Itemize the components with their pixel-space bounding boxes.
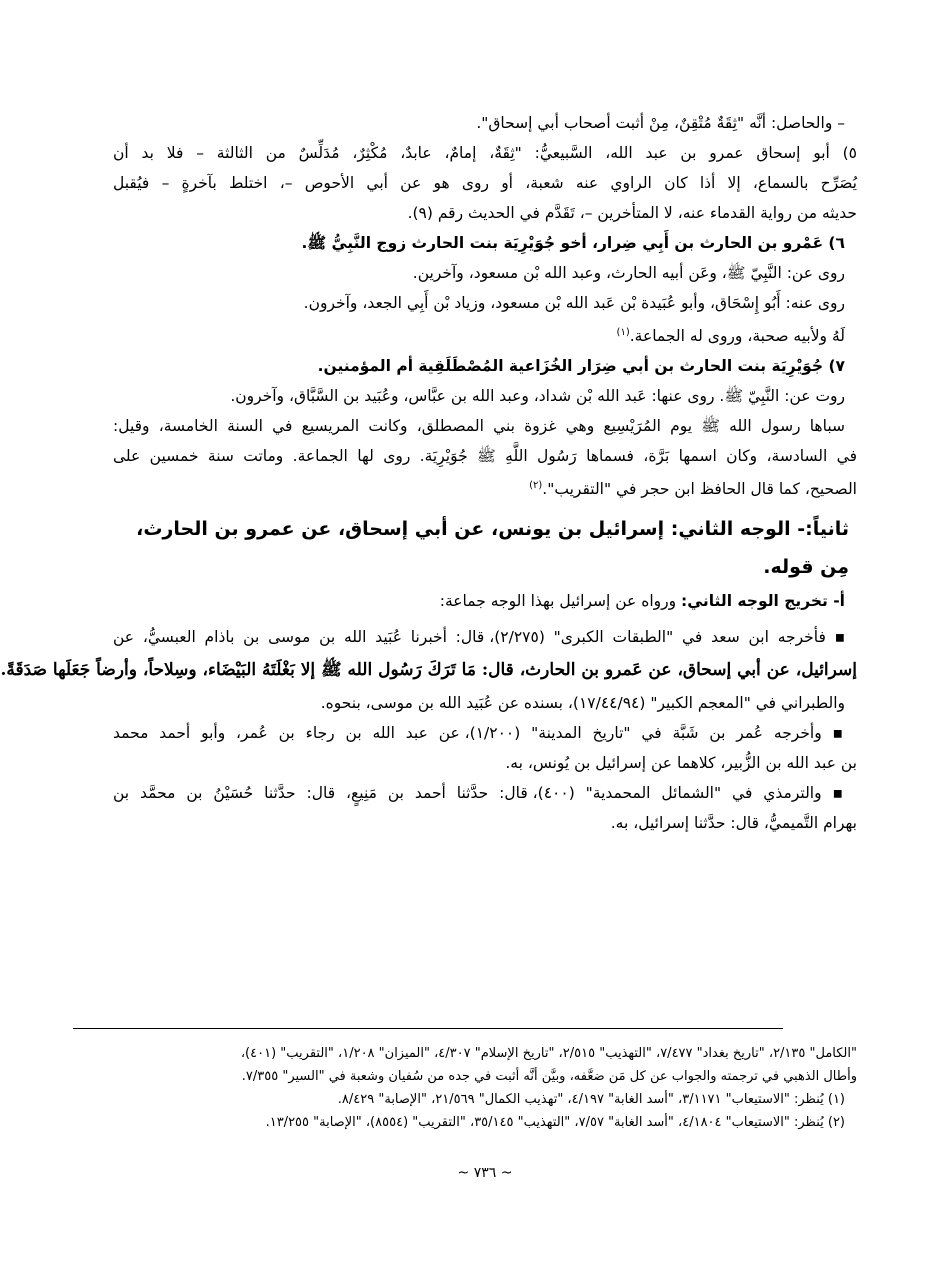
bullet-ibn-saad: ▪ فأخرجه ابن سعد في "الطبقات الكبرى" (٢/٢٧٥)، قال: أخبرنا عُبَيد الله بن موسى بن باذام العبسيُّ، عن <box>113 628 849 647</box>
narrator-6-note <box>113 318 857 351</box>
footnote-ref-2: (٢) <box>529 480 543 492</box>
bullet-tirmidhi: ▪ والترمذي في "الشمائل المحمدية" (٤٠٠)، قال: حدَّثنا أحمد بن مَنِيعٍ، قال: حدَّثنا حُسَيْنُ بن محمَّد بن <box>113 784 849 803</box>
narrator-5-line-3: حديثه من رواية القدماء عنه، لا المتأخرين –، تَقَدَّم في الحديث رقم (٩). <box>407 204 857 222</box>
footnotes <box>113 1042 857 1134</box>
section-heading-text: إسرائيل بن يونس، عن أبي إسحاق، عن عمرو بن الحارث، مِن قوله. <box>136 518 849 579</box>
footnote-2: (٢) يُنظر: "الاستيعاب" ٤/١٨٠٤، "أسد الغابة" ٧/٥٧، "التهذيب" ٣٥/١٤٥، "التقريب" (٨٥٥٤)، "الإصابة" ١٣/٢٥٥. <box>265 1115 845 1130</box>
footnote-divider <box>73 1028 783 1029</box>
narrator-5-line: ٥) أبو إسحاق عمرو بن عبد الله، السَّبيعيُّ: "ثِقَةٌ، إمامٌ، عابدٌ، مُكْثِرٌ، مُدَلِّسٌ من الثالثة – فلا بد أن <box>113 144 857 162</box>
bullet-ibn-shabba: ▪ وأخرجه عُمر بن شَبَّة في "تاريخ المدينة" (١/٢٠٠)، عن عبد الله بن رجاء بن عُمر، وأبو أحمد محمد <box>113 724 849 743</box>
narrator-7-narrated: روت عن: النَّبِيّ ﷺ. روى عنها: عَبد الله بْن شداد، وعبد الله بن عبَّاس، وعُبَيد بن السَّبَّاق، وآخرون. <box>230 387 845 406</box>
footnote-continued: "الكامل" ٢/١٣٥، "تاريخ بغداد" ٧/٤٧٧، "التهذيب" ٢/٥١٥، "تاريخ الإسلام" ٤/٣٠٧، "الميزان" ١/٢٠٨، "التقريب" (٤٠١)، <box>240 1046 857 1061</box>
narrator-6-narrated-from: روى عن: النَّبِيّ ﷺ، وعَن أبيه الحارث، وعبد الله بْن مسعود، وآخرين. <box>412 264 845 282</box>
narrator-7-bio-3-text: الصحيح، كما قال الحافظ ابن حجر في "التقريب". <box>542 480 857 499</box>
main-body <box>0 108 857 838</box>
narrator-7-bio-3 <box>113 471 857 504</box>
subheading-text: ورواه عن إسرائيل بهذا الوجه جماعة: <box>439 592 677 611</box>
footnote-1: (١) يُنظر: "الاستيعاب" ٣/١١٧١، "أسد الغابة" ٤/١٩٧، "تهذيب الكمال" ٢١/٥٦٩، "الإصابة" ٨/٤٢٩. <box>337 1092 845 1107</box>
subheading <box>113 586 857 616</box>
narrator-7-bio-2: في السادسة، وكان اسمها بَرَّة، فسماها رَسُول اللَّهِ ﷺ جُوَيْرِيَة. روى لها الجماعة. وماتت سنة خمسين على <box>113 447 857 466</box>
section-heading <box>113 510 857 586</box>
narrator-6-title: ٦) عَمْرو بن الحارث بن أَبِي ضِرار، أخو جُوَيْرِيَة بنت الحارث زوج النَّبِيُّ ﷺ. <box>301 234 845 252</box>
narrator-7-bio: سباها رسول الله ﷺ يوم المُرَيْسِيع وهي غزوة بني المصطلق، وكانت المريسيع في السنة الخامسة، وقيل: <box>113 417 845 436</box>
summary-line: – والحاصل: أنَّه "ثِقَةٌ مُتْقِنٌ، مِنْ أثبت أصحاب أبي إسحاق". <box>476 114 845 132</box>
narrator-6-note-text: لَهُ ولأبيه صحبة، وروى له الجماعة. <box>629 327 845 346</box>
bullet-tabarani: والطبراني في "المعجم الكبير" (١٧/٤٤/٩٤)، بسنده عن عُبَيد الله بن موسى، بنحوه. <box>320 694 845 713</box>
narrator-7-title: ٧) جُوَيْرِيَة بنت الحارث بن أبي ضِرَار الخُزَاعية المُصْطَلَقِية أم المؤمنين. <box>317 357 845 376</box>
footnote-ref-1: (١) <box>616 327 630 338</box>
section-heading-label: ثانياً:- الوجه الثاني: <box>670 518 849 541</box>
bullet-ibn-shabba-2: بن عبد الله بن الزُّبير، كلاهما عن إسرائيل بن يُونس، به. <box>505 754 857 773</box>
bullet-tirmidhi-2: بهرام التَّميميُّ، قال: حدَّثنا إسرائيل، به. <box>610 814 857 833</box>
footnote-continued-2: وأطال الذهبي في ترجمته والجواب عن كل مَن ضعَّفه، وبيَّن أنَّه أثبت في جده من سُفيان وشعبة في "السير" ٧/٣٥٥. <box>241 1069 857 1084</box>
page-number: ~ ٧٣٦ ~ <box>457 1165 513 1181</box>
narrator-5-line-2: يُصَرِّح بالسماع، إلا أذا كان الراوي عنه شعبة، أو روى هو عن أبي الأحوص –، اختلط بآخرةٍ – فيُقبل <box>113 174 857 192</box>
narrator-6-narrated-by: روى عنه: أَبُو إِسْحَاق، وأبو عُبَيدة بْن عَبد الله بْن مسعود، وزياد بْن أَبِي الجعد، وآخرون. <box>303 294 845 312</box>
subheading-label: أ- تخريج الوجه الثاني: <box>681 592 845 611</box>
hadith-text: إسرائيل، عن أبي إسحاق، عن عَمرو بن الحارث، قال: مَا تَرَكَ رَسُول الله ﷺ إلا بَغْلَتَهُ البَيْضَاء، وسِلاحاً، وأرضاً جَعَلَها صَدَقَةً. <box>0 660 857 681</box>
